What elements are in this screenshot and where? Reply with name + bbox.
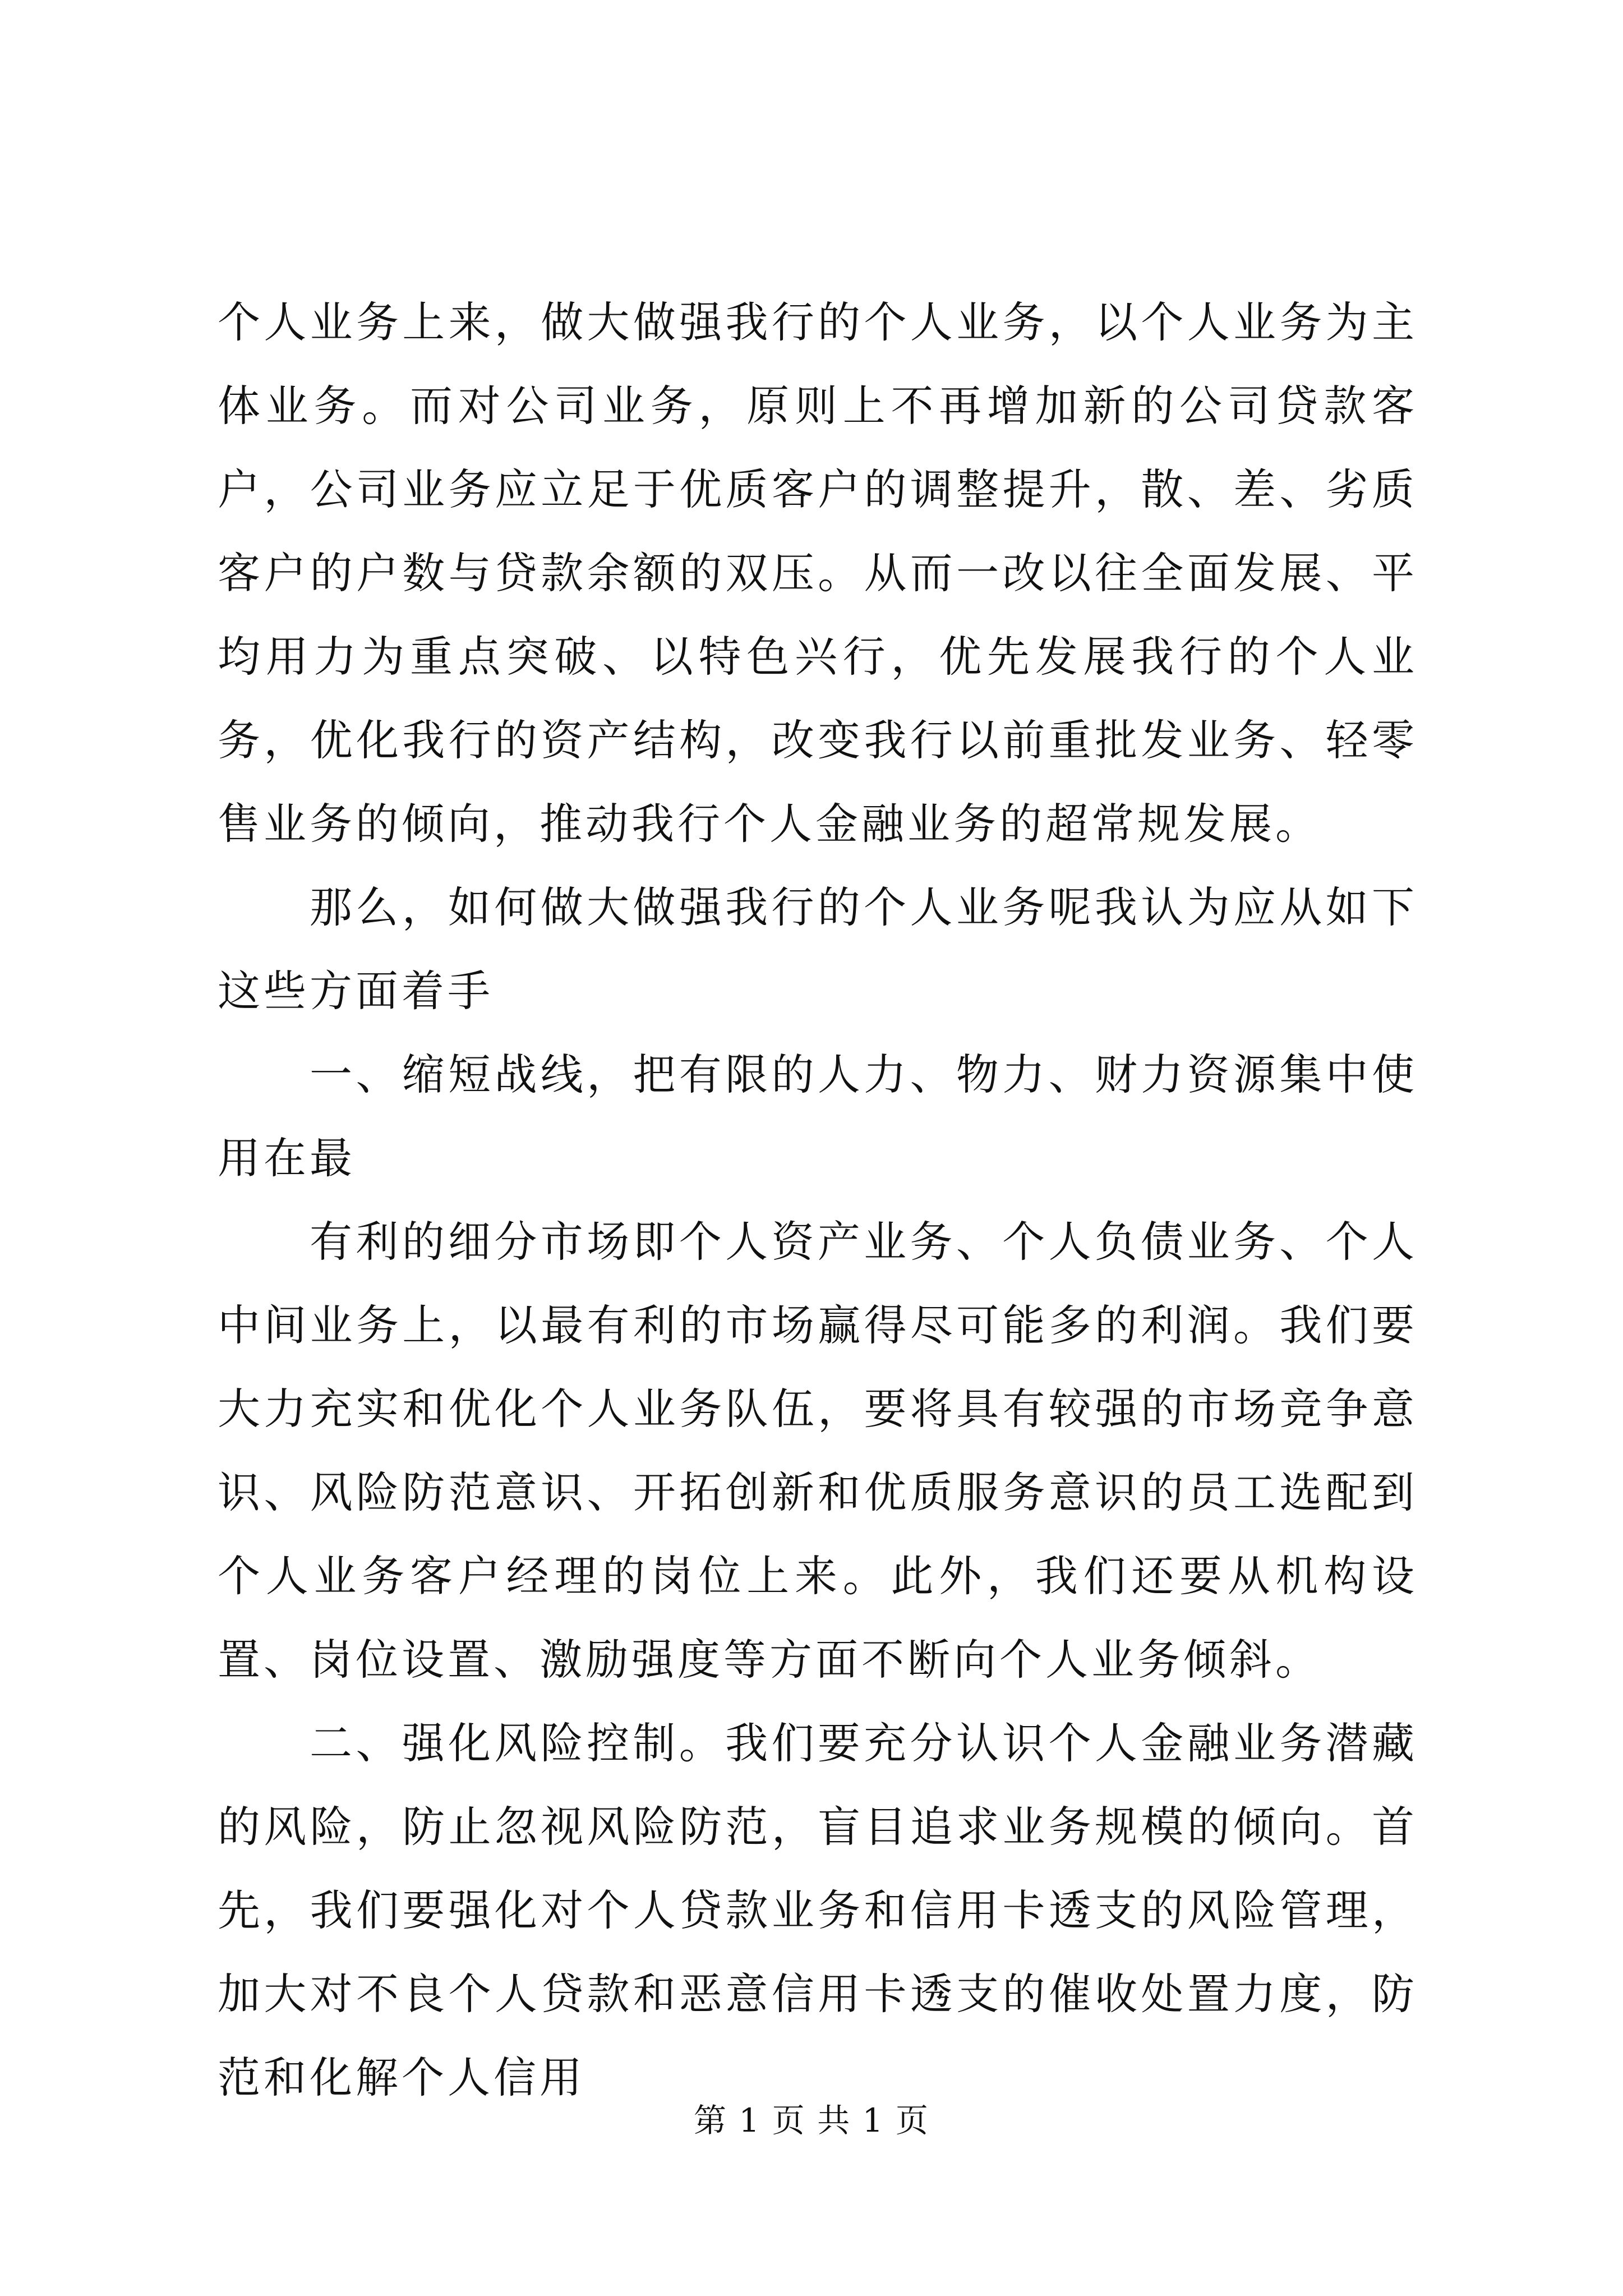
paragraph-5: 二、强化风险控制。我们要充分认识个人金融业务潜藏的风险，防止忽视风险防范，盲目追求业务规模的倾向。首先，我们要强化对个人贷款业务和信用卡透支的风险管理，加大对不良个人贷款和恶意信用卡透支的催收处置力度，防范和化解个人信用 (218, 1718, 1418, 2102)
paragraph-4: 有利的细分市场即个人资产业务、个人负债业务、个人中间业务上，以最有利的市场赢得尽可能多的利润。我们要大力充实和优化个人业务队伍，要将具有较强的市场竞争意识、风险防范意识、开拓创新和优质服务意识的员工选配到个人业务客户经理的岗位上来。此外，我们还要从机构设置、岗位设置、激励强度等方面不断向个人业务倾斜。 (218, 1217, 1418, 1685)
paragraph-1: 个人业务上来，做大做强我行的个人业务，以个人业务为主体业务。而对公司业务，原则上不再增加新的公司贷款客户，公司业务应立足于优质客户的调整提升，散、差、劣质客户的户数与贷款余额的双压。从而一改以往全面发展、平均用力为重点突破、以特色兴行，优先发展我行的个人业务，优化我行的资产结构，改变我行以前重批发业务、轻零售业务的倾向，推动我行个人金融业务的超常规发展。 (218, 297, 1418, 849)
document-body (218, 280, 1418, 2119)
page-number-footer: 第 1 页 共 1 页 (694, 2101, 929, 2139)
paragraph-2: 那么，如何做大做强我行的个人业务呢我认为应从如下这些方面着手 (218, 882, 1418, 1016)
paragraph-3: 一、缩短战线，把有限的人力、物力、财力资源集中使用在最 (218, 1050, 1418, 1183)
